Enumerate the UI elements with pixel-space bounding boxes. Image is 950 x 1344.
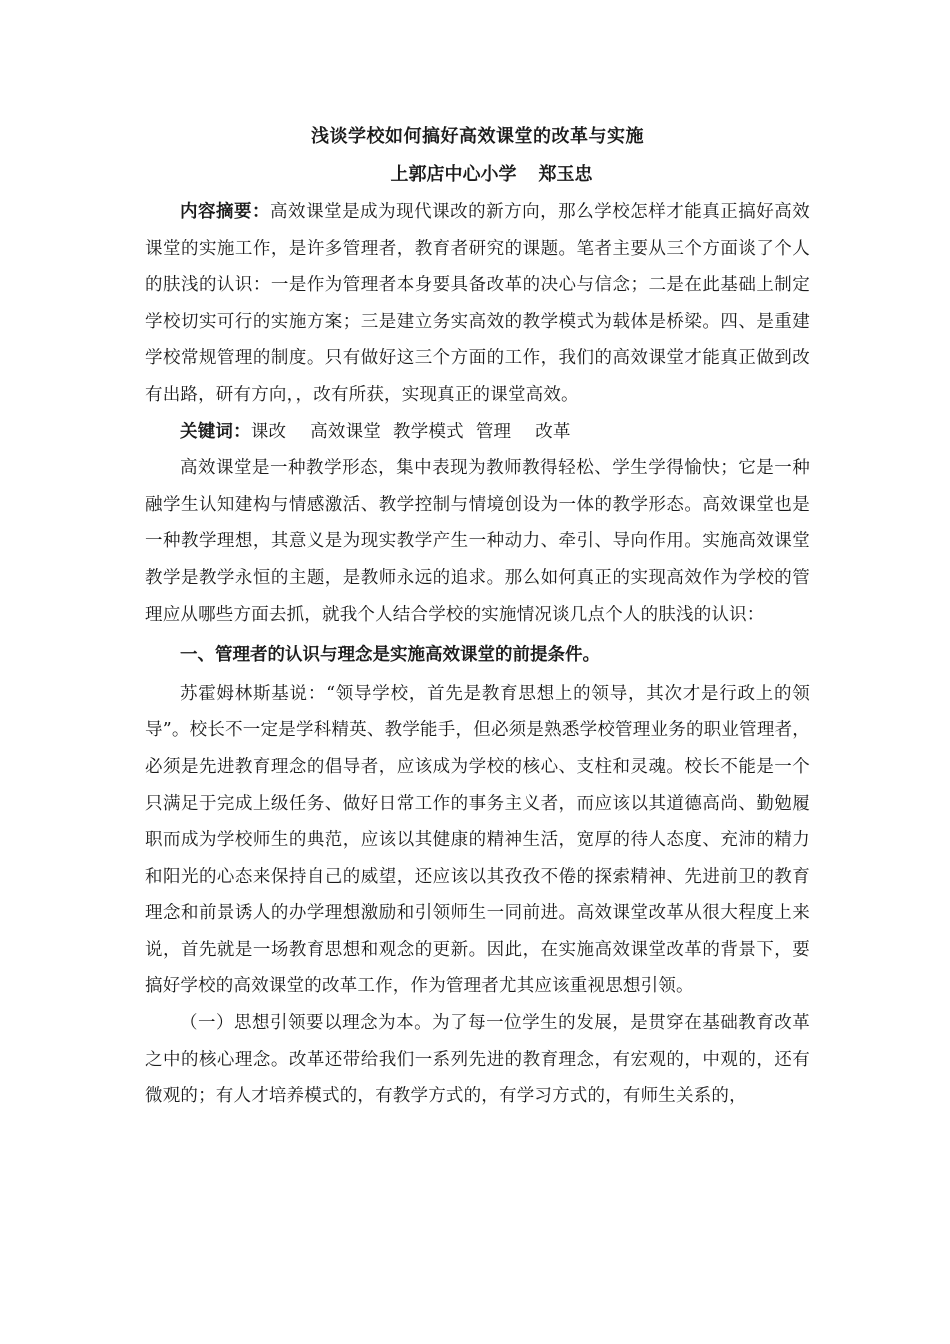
keyword: 管理 bbox=[475, 421, 512, 442]
school-name: 上郭店中心小学 bbox=[390, 164, 517, 185]
section-paragraph: 苏霍姆林斯基说：“领导学校，首先是教育思想上的领导，其次才是行政上的领导”。校长不一定是学科精英、教学能手，但必须是熟悉学校管理业务的职业管理者，必须是先进教育理念的倡导者，应该成为学校的核心、支柱和灵魂。校长不能是一个只满足于完成上级任务、做好日常工作的事务主义者，而应该以其道德高尚、勤勉履职而成为学校师生的典范，应该以其健康的精神生活，宽厚的待人态度、充沛的精力和阳光的心态来保持自己的威望，还应该以其孜孜不倦的探索精神、先进前卫的教育理念和前景诱人的办学理想激励和引领师生一同前进。高效课堂改革从很大程度上来说，首先就是一场教育思想和观念的更新。因此，在实施高效课堂改革的背景下，要搞好学校的高效课堂的改革工作，作为管理者尤其应该重视思想引领。 bbox=[145, 683, 810, 997]
byline bbox=[145, 156, 810, 194]
keywords-paragraph bbox=[145, 414, 810, 451]
abstract-paragraph bbox=[145, 194, 810, 414]
keyword: 改革 bbox=[535, 421, 571, 442]
keyword: 教学模式 bbox=[393, 421, 464, 442]
document-title: 浅谈学校如何搞好高效课堂的改革与实施 bbox=[311, 126, 644, 147]
author-name: 郑玉忠 bbox=[538, 164, 593, 185]
keyword: 课改 bbox=[250, 421, 287, 442]
subsection-paragraph: （一）思想引领要以理念为本。为了每一位学生的发展，是贯穿在基础教育改革之中的核心理念。改革还带给我们一系列先进的教育理念，有宏观的，中观的，还有微观的；有人才培养模式的，有教学方式的，有学习方式的，有师生关系的， bbox=[145, 1013, 810, 1107]
section-heading: 一、管理者的认识与理念是实施高效课堂的前提条件。 bbox=[180, 645, 600, 666]
keyword: 高效课堂 bbox=[310, 421, 382, 442]
abstract-label: 内容摘要： bbox=[180, 202, 271, 222]
abstract-text: 高效课堂是成为现代课改的新方向，那么学校怎样才能真正搞好高效课堂的实施工作，是许多管理者，教育者研究的课题。笔者主要从三个方面谈了个人的肤浅的认识：一是作为管理者本身要具备改革的决心与信念；二是在此基础上制定学校切实可行的实施方案；三是建立务实高效的教学模式为载体是桥梁。四、是重建学校常规管理的制度。只有做好这三个方面的工作，我们的高效课堂才能真正做到改有出路，研有方向，，改有所获，实现真正的课堂高效。 bbox=[145, 202, 811, 405]
document-page bbox=[145, 118, 810, 1115]
keywords-label: 关键词： bbox=[180, 421, 251, 442]
intro-paragraph: 高效课堂是一种教学形态，集中表现为教师教得轻松、学生学得愉快；它是一种融学生认知建构与情感激活、教学控制与情境创设为一体的教学形态。高效课堂也是一种教学理想，其意义是为现实教学产生一种动力、牵引、导向作用。实施高效课堂教学是教学永恒的主题，是教师永远的追求。那么如何真正的实现高效作为学校的管理应从哪些方面去抓，就我个人结合学校的实施情况谈几点个人的肤浅的认识： bbox=[145, 458, 810, 625]
